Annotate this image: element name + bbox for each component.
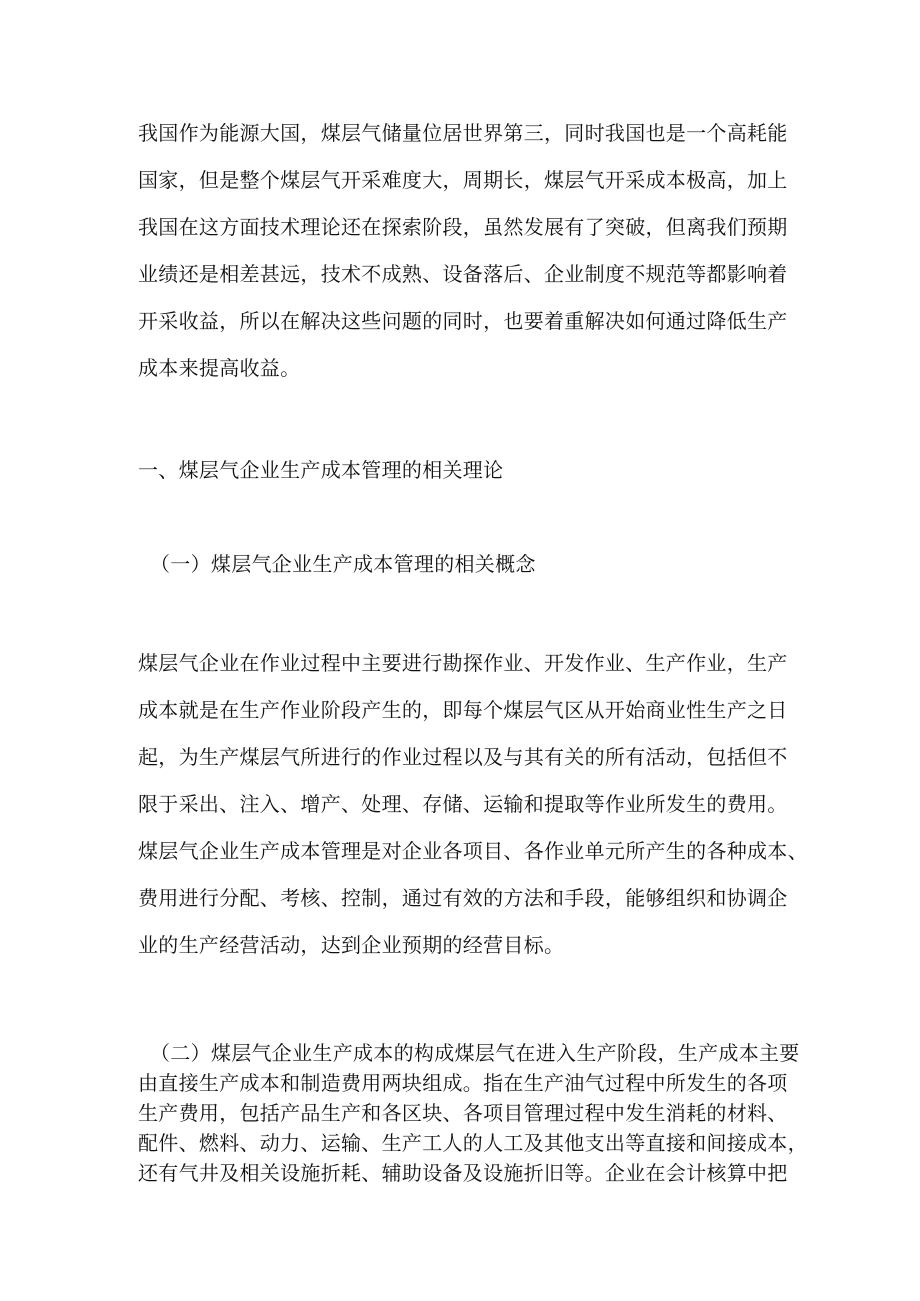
paragraph-line: 配件、燃料、动力、运输、生产工人的人工及其他支出等直接和间接成本，	[138, 1131, 808, 1155]
subsection-heading: （一）煤层气企业生产成本管理的相关概念	[150, 552, 536, 576]
paragraph-line: 国家，但是整个煤层气开采难度大，周期长，煤层气开采成本极高，加上	[138, 168, 788, 192]
paragraph-line: 成本来提高收益。	[138, 356, 301, 380]
paragraph-line: 费用进行分配、考核、控制，通过有效的方法和手段，能够组织和协调企	[138, 886, 788, 910]
paragraph-line: 我国作为能源大国，煤层气储量位居世界第三，同时我国也是一个高耗能	[138, 121, 788, 145]
paragraph-line: 起，为生产煤层气所进行的作业过程以及与其有关的所有活动，包括但不	[138, 745, 788, 769]
paragraph-line: 生产费用，包括产品生产和各区块、各项目管理过程中发生消耗的材料、	[138, 1101, 788, 1125]
paragraph-line: 业的生产经营活动，达到企业预期的经营目标。	[138, 933, 565, 957]
section-heading: 一、煤层气企业生产成本管理的相关理论	[138, 458, 504, 482]
paragraph-line: 煤层气企业生产成本管理是对企业各项目、各作业单元所产生的各种成本、	[138, 839, 808, 863]
paragraph-line: 业绩还是相差甚远，技术不成熟、设备落后、企业制度不规范等都影响着	[138, 262, 788, 286]
paragraph-line: 我国在这方面技术理论还在探索阶段，虽然发展有了突破，但离我们预期	[138, 215, 788, 239]
paragraph-line: 限于采出、注入、增产、处理、存储、运输和提取等作业所发生的费用。	[138, 792, 788, 816]
paragraph-line: 成本就是在生产作业阶段产生的，即每个煤层气区从开始商业性生产之日	[138, 698, 788, 722]
paragraph-line: 煤层气企业在作业过程中主要进行勘探作业、开发作业、生产作业，生产	[138, 651, 788, 675]
paragraph-line: 开采收益，所以在解决这些问题的同时，也要着重解决如何通过降低生产	[138, 309, 788, 333]
paragraph-line: 还有气井及相关设施折耗、辅助设备及设施折旧等。企业在会计核算中把	[138, 1161, 788, 1185]
paragraph-line: 由直接生产成本和制造费用两块组成。指在生产油气过程中所发生的各项	[138, 1071, 788, 1095]
paragraph-line: （二）煤层气企业生产成本的构成煤层气在进入生产阶段，生产成本主要	[150, 1041, 800, 1065]
